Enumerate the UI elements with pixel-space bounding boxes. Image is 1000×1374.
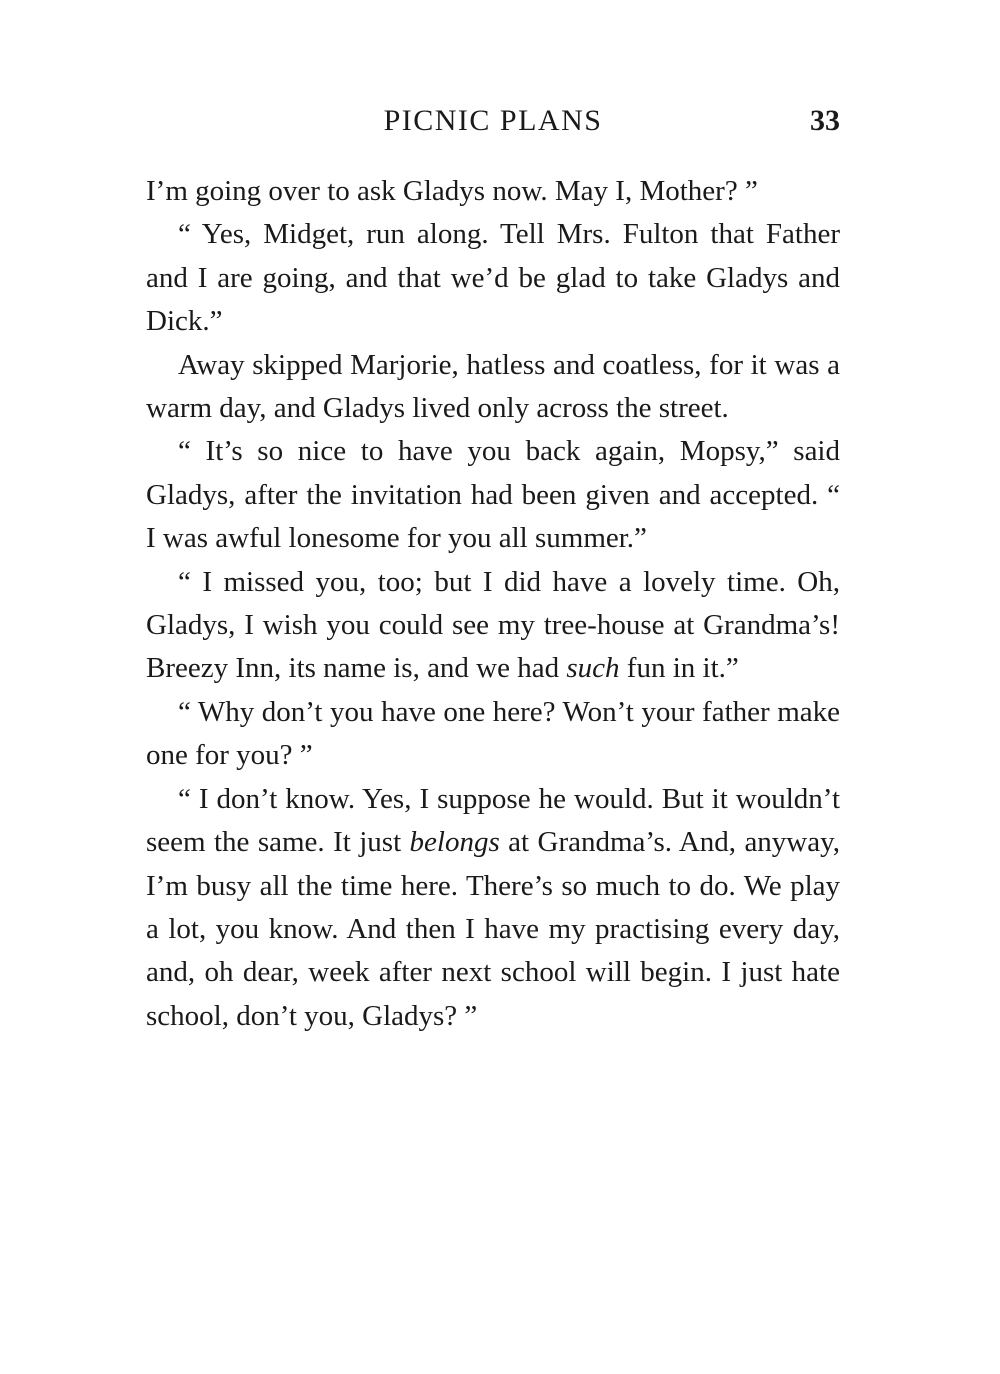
running-head: PICNIC PLANS bbox=[383, 104, 603, 137]
text-run: fun in it.” bbox=[619, 652, 739, 685]
text-run: “ It’s so nice to have you back again, Mopsy,” said Gladys, after the invitation had been given and accepted. “ I was awful lonesome for you all summer.” bbox=[146, 435, 840, 555]
paragraph bbox=[146, 430, 840, 560]
italic-text-run: belongs bbox=[409, 826, 500, 859]
text-run: “ I missed you, too; but I did have a lovely time. Oh, Gladys, I wish you could see my tree-house at Grandma’s! Breezy Inn, its name is, and we had bbox=[146, 565, 840, 685]
paragraph bbox=[146, 344, 840, 431]
italic-text-run: such bbox=[566, 652, 620, 685]
text-run: at Grandma’s. And, anyway, I’m busy all the time here. There’s so much to do. We play a lot, you know. And then I have my practising every day, and, oh dear, week after next school will begin. I just hate school, don’t you, Gladys? ” bbox=[146, 826, 840, 1032]
text-run: “ I don’t know. Yes, I suppose he would. But it wouldn’t seem the same. It just bbox=[146, 782, 840, 859]
paragraph bbox=[146, 778, 840, 1038]
page-header bbox=[146, 104, 840, 148]
paragraph bbox=[146, 170, 840, 213]
text-run: Away skipped Marjorie, hatless and coatless, for it was a warm day, and Gladys lived only across the street. bbox=[146, 348, 840, 425]
paragraph bbox=[146, 691, 840, 778]
body-text bbox=[146, 170, 840, 1038]
text-run: “ Why don’t you have one here? Won’t your father make one for you? ” bbox=[146, 695, 840, 772]
paragraph bbox=[146, 561, 840, 691]
text-run: I’m going over to ask Gladys now. May I, Mother? ” bbox=[146, 175, 758, 207]
paragraph bbox=[146, 213, 840, 343]
text-run: “ Yes, Midget, run along. Tell Mrs. Fulton that Father and I are going, and that we’d be glad to take Gladys and Dick.” bbox=[146, 218, 840, 338]
page-number: 33 bbox=[810, 104, 840, 137]
